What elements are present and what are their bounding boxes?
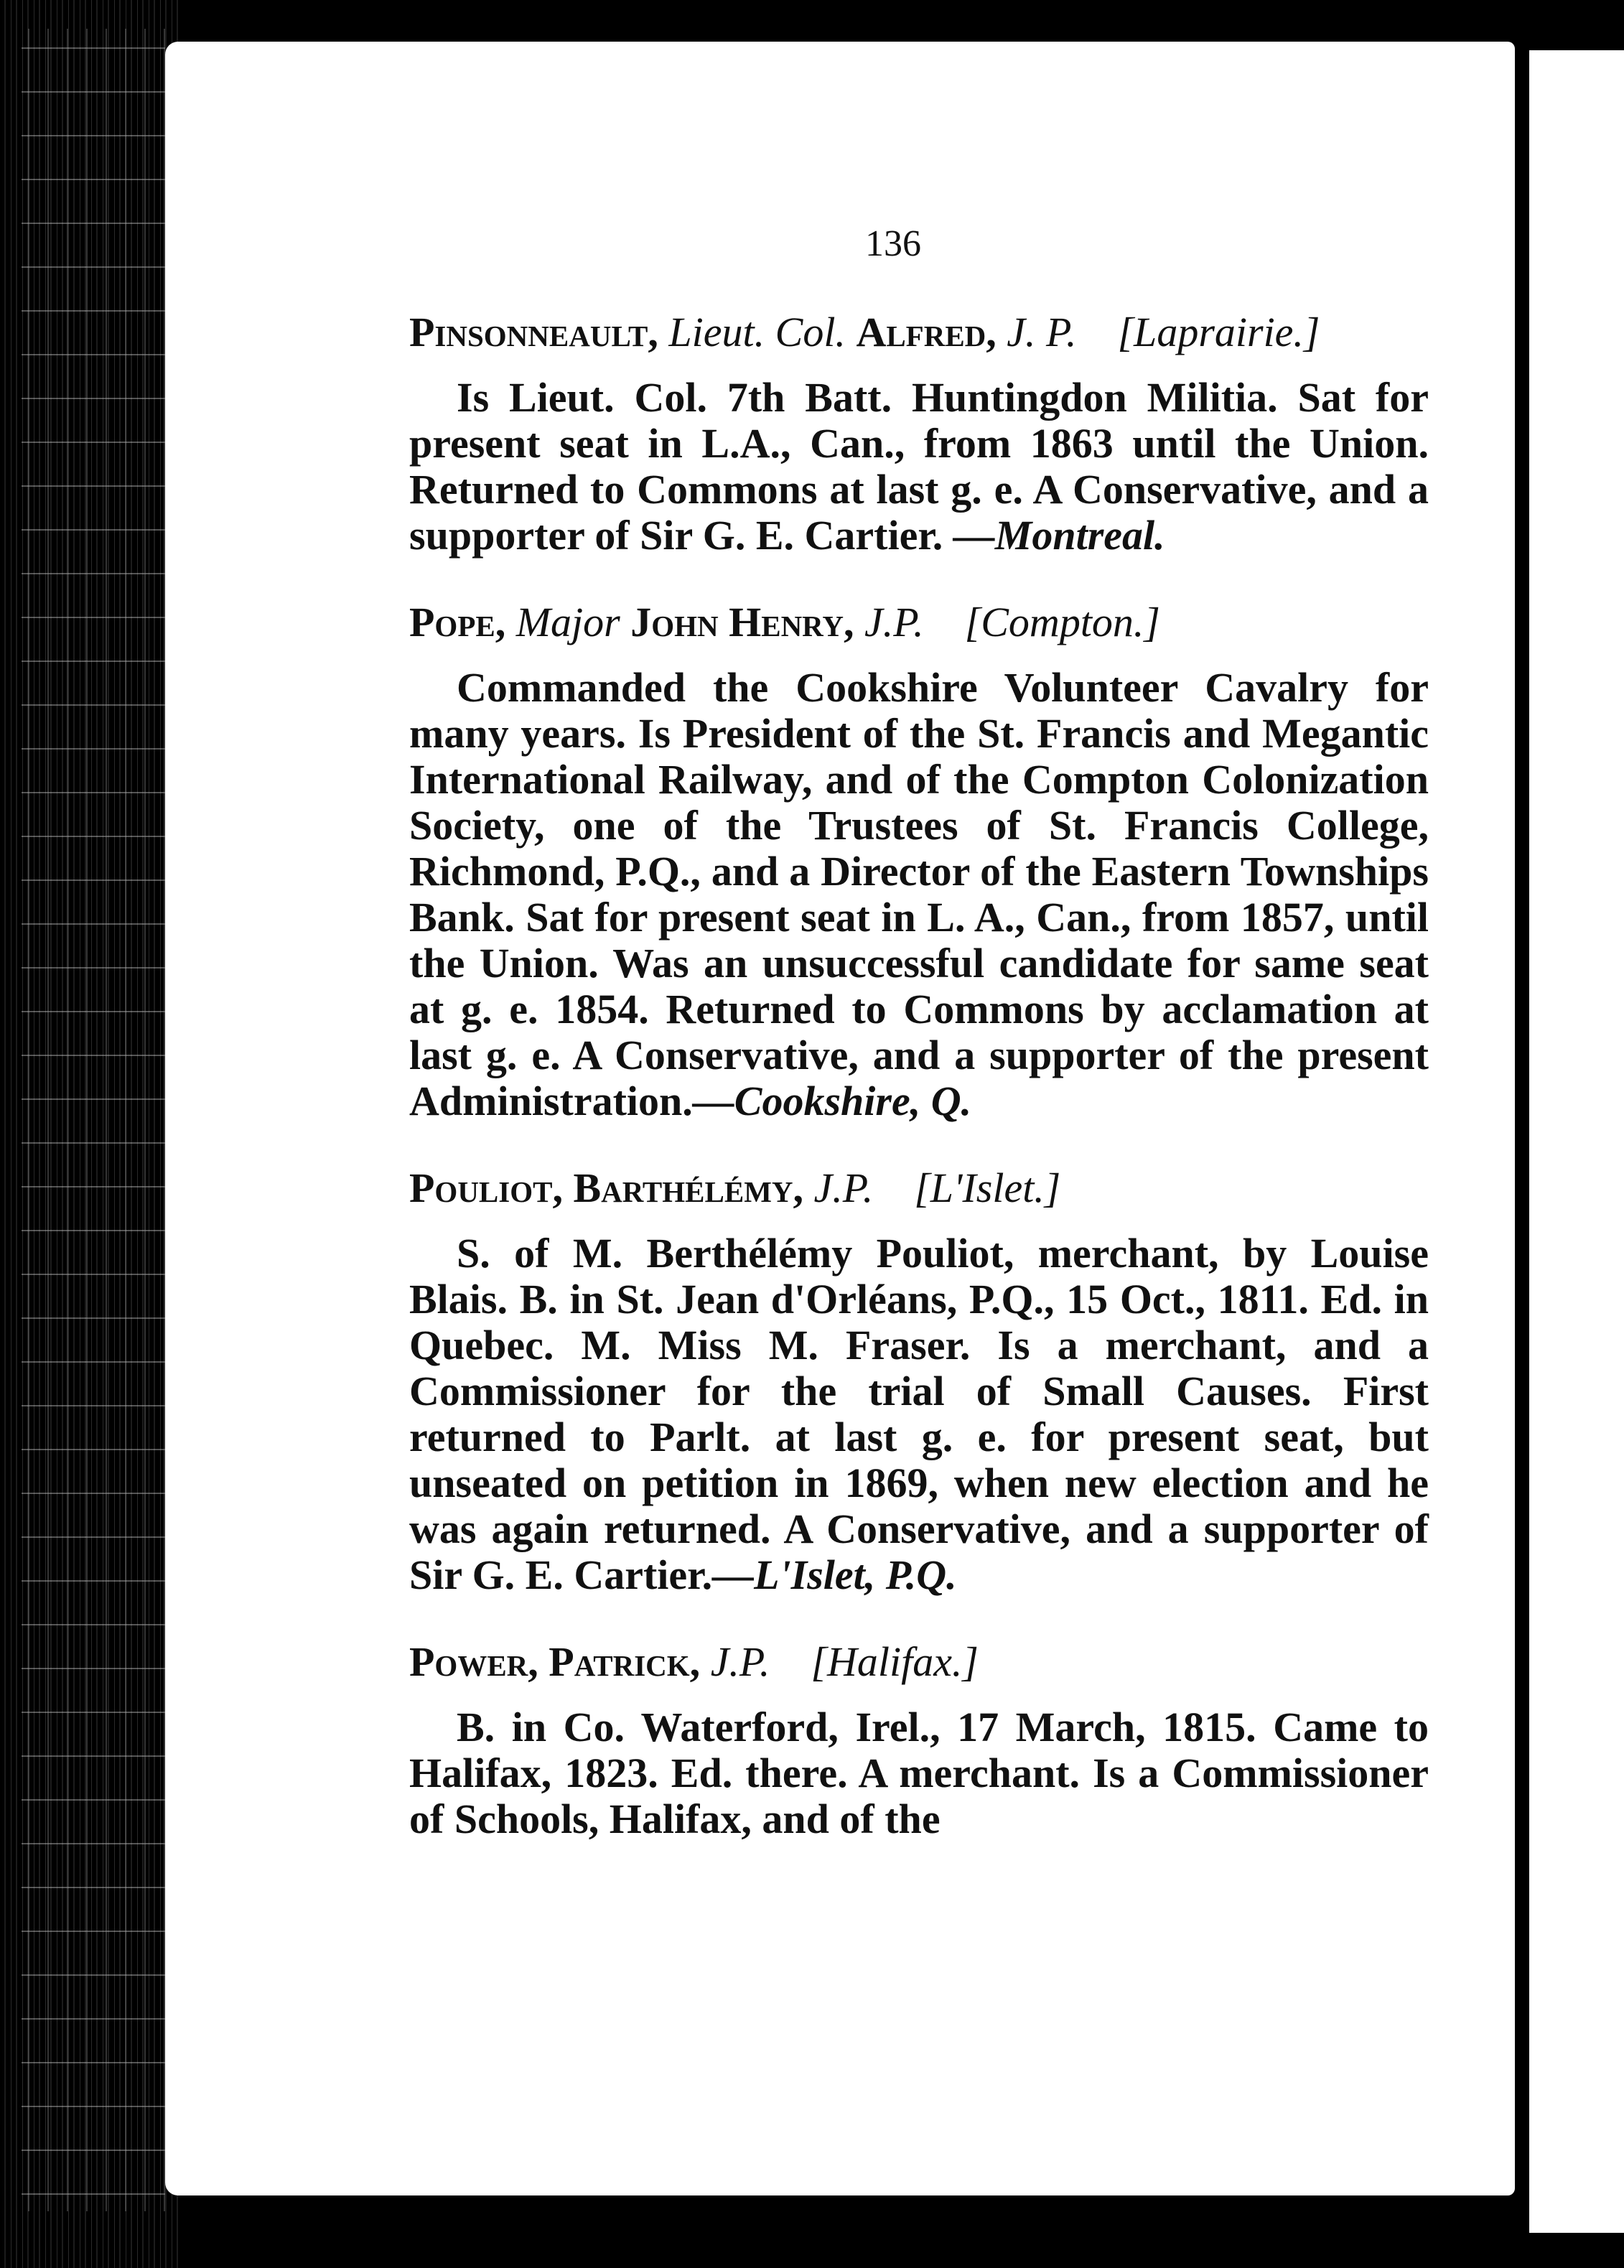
entry-suffix: J.P. — [710, 1638, 770, 1685]
entry-pouliot — [409, 1165, 1429, 1598]
entry-body — [409, 1231, 1429, 1598]
entry-title: Major — [515, 599, 620, 645]
binding-texture — [22, 29, 165, 2211]
entry-forename: Patrick, — [549, 1638, 701, 1685]
entry-suffix: J. P. — [1007, 309, 1077, 355]
entry-heading — [409, 1165, 1429, 1212]
entry-heading — [409, 599, 1429, 646]
entry-constituency: [L'Islet.] — [914, 1165, 1061, 1211]
page-content — [409, 309, 1429, 1882]
entry-heading — [409, 309, 1429, 356]
entry-pinsonneault — [409, 309, 1429, 559]
entry-suffix: J.P. — [813, 1165, 874, 1211]
entry-forename: John Henry, — [630, 599, 854, 645]
entry-body — [409, 665, 1429, 1124]
entry-constituency: [Laprairie.] — [1117, 309, 1320, 355]
entry-residence: —L'Islet, P.Q. — [712, 1551, 957, 1598]
facing-page-strip — [1529, 50, 1624, 2233]
entry-power — [409, 1638, 1429, 1842]
entry-title: Lieut. Col. — [668, 309, 846, 355]
page-number: 136 — [865, 223, 921, 264]
entry-forename: Barthélémy, — [573, 1165, 804, 1211]
entry-residence: —Montreal. — [953, 512, 1165, 559]
entry-suffix: J.P. — [864, 599, 924, 645]
entry-body — [409, 1704, 1429, 1842]
page-edge-shadow — [1515, 42, 1531, 2224]
entry-constituency: [Halifax.] — [811, 1638, 979, 1685]
entry-heading — [409, 1638, 1429, 1686]
entry-surname: Power, — [409, 1638, 538, 1685]
entry-pope — [409, 599, 1429, 1124]
entry-residence: —Cookshire, Q. — [692, 1078, 972, 1124]
entry-constituency: [Compton.] — [964, 599, 1160, 645]
entry-forename: Alfred, — [856, 309, 997, 355]
entry-body-text: B. in Co. Waterford, Irel., 17 March, 1815. Came to Halifax, 1823. Ed. there. A merchant. Is a Commissioner of Schools, Halifax, and of the — [409, 1704, 1429, 1842]
entry-body-text: Is Lieut. Col. 7th Batt. Huntingdon Militia. Sat for present seat in L.A., Can., from 1863 until the Union. Returned to Commons at last g. e. A Conservative, and a supporter of Sir G. E. Cartier. — [409, 374, 1429, 559]
entry-surname: Pinsonneault, — [409, 309, 658, 355]
entry-body-text: S. of M. Berthélémy Pouliot, merchant, by Louise Blais. B. in St. Jean d'Orléans, P.Q., 15 Oct., 1811. Ed. in Quebec. M. Miss M. Fraser. Is a merchant, and a Commissioner for the trial of Small Causes. First returned to Parlt. at last g. e. for present seat, but unseated on petition in 1869, when new election and he was again returned. A Conservative, and a supporter of Sir G. E. Cartier. — [409, 1230, 1429, 1598]
entry-surname: Pope, — [409, 599, 506, 645]
entry-surname: Pouliot, — [409, 1165, 563, 1211]
entry-body-text: Commanded the Cookshire Volunteer Cavalry for many years. Is President of the St. Francis and Megantic International Railway, and of the Compton Colonization Society, one of the Trustees of St. Francis College, Richmond, P.Q., and a Director of the Eastern Townships Bank. Sat for present seat in L. A., Can., from 1857, until the Union. Was an unsuccessful candidate for same seat at g. e. 1854. Returned to Commons by acclamation at last g. e. A Conservative, and a supporter of the present Administration. — [409, 664, 1429, 1124]
entry-body — [409, 375, 1429, 559]
